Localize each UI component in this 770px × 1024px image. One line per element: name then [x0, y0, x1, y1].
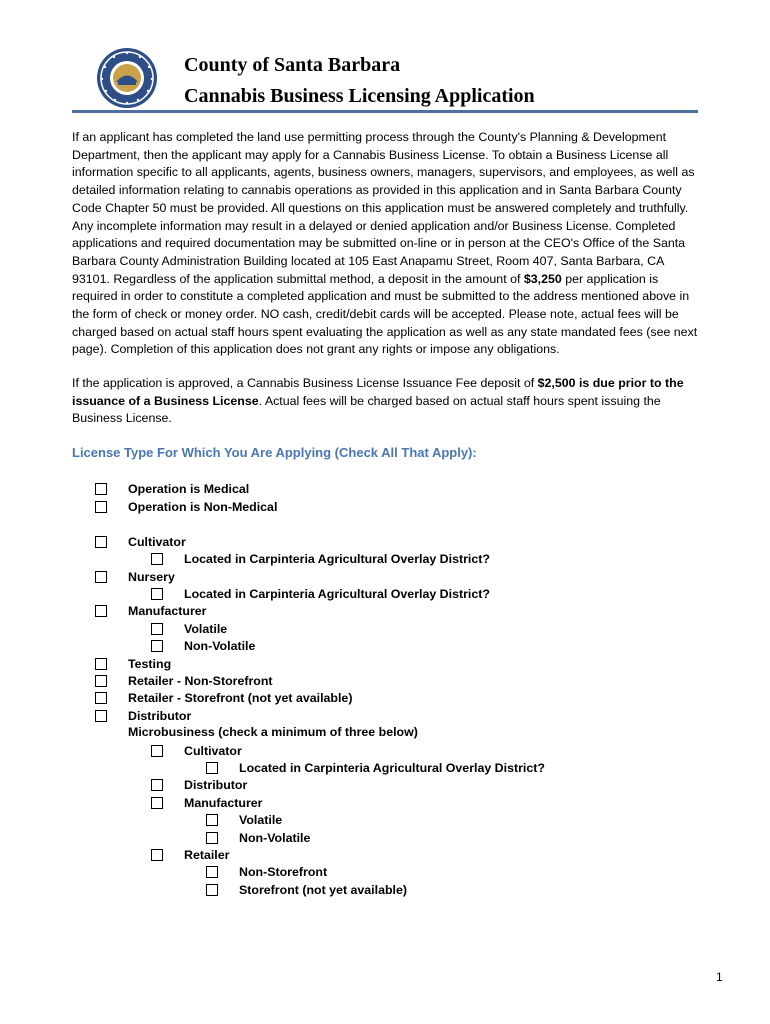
- checkbox-row-testing[interactable]: [95, 655, 171, 672]
- checkbox-row-manufacturer-non-volatile[interactable]: [151, 637, 255, 654]
- checkbox[interactable]: [151, 553, 163, 565]
- county-title: County of Santa Barbara: [184, 54, 401, 76]
- intro-text-part1: If an applicant has completed the land use permitting process through the County's Planning & Development Department, then the applicant may apply for a Cannabis Business License. To obtain a Business License all information specific to all applicants, agents, business owners, managers, supervisors, and employees, as well as detailed information relating to cannabis operations as provided in this application and in Santa Barbara County Code Chapter 50 must be provided. All questions on this application must be answered completely and truthfully. Any incomplete information may result in a delayed or denied application and/or Business License. Completed applications and required documentation may be submitted on-line or in person at the CEO's Office of the Santa Barbara County Administration Building located at 105 East Anapamu Street, Room 407, Santa Barbara, CA 93101. Regardless of the application submittal method, a deposit in the amount of: [72, 130, 695, 286]
- checkbox[interactable]: [95, 658, 107, 670]
- issuance-text-part1: If the application is approved, a Cannabis Business License Issuance Fee deposit of: [72, 376, 538, 390]
- checkbox[interactable]: [151, 745, 163, 757]
- checkbox[interactable]: [95, 605, 107, 617]
- checkbox-row-cultivator-carpinteria[interactable]: [151, 550, 490, 567]
- checkbox[interactable]: [95, 483, 107, 495]
- checkbox[interactable]: [95, 571, 107, 583]
- checkbox[interactable]: [151, 623, 163, 635]
- checkbox-row-distributor[interactable]: [95, 707, 191, 724]
- checkbox-label: Located in Carpinteria Agricultural Overlay District?: [184, 586, 490, 601]
- checkbox-label: Retailer - Storefront (not yet available): [128, 690, 353, 705]
- checkbox[interactable]: [151, 779, 163, 791]
- application-title: Cannabis Business Licensing Application: [184, 85, 535, 107]
- issuance-paragraph: [72, 375, 702, 428]
- checkbox-label: Cultivator: [184, 743, 242, 758]
- license-type-heading: License Type For Which You Are Applying (Check All That Apply):: [72, 445, 477, 460]
- checkbox-row-cultivator[interactable]: [95, 533, 186, 550]
- checkbox-label: Distributor: [184, 777, 248, 792]
- checkbox-label: Cultivator: [128, 534, 186, 549]
- issuance-fee-bold: $2,500 is due prior to the issuance of a Business License: [72, 376, 684, 408]
- checkbox[interactable]: [95, 675, 107, 687]
- checkbox-label: Operation is Medical: [128, 481, 250, 496]
- county-seal-graphic: [96, 47, 158, 109]
- checkbox-label: Storefront (not yet available): [239, 882, 407, 897]
- checkbox-label: Non-Volatile: [239, 830, 311, 845]
- checkbox[interactable]: [95, 692, 107, 704]
- checkbox-row-micro-manufacturer[interactable]: [151, 794, 263, 811]
- checkbox-label: Manufacturer: [184, 795, 263, 810]
- intro-paragraph: [72, 129, 702, 359]
- checkbox-label: Retailer: [184, 847, 230, 862]
- checkbox-row-non-medical[interactable]: [95, 498, 277, 515]
- checkbox-row-micro-storefront[interactable]: [206, 881, 407, 898]
- checkbox[interactable]: [151, 797, 163, 809]
- county-seal: [96, 47, 158, 109]
- checkbox[interactable]: [206, 884, 218, 896]
- checkbox-row-micro-retailer[interactable]: [151, 846, 229, 863]
- checkbox[interactable]: [95, 710, 107, 722]
- checkbox[interactable]: [95, 501, 107, 513]
- checkbox-row-nursery-carpinteria[interactable]: [151, 585, 490, 602]
- checkbox-row-manufacturer-volatile[interactable]: [151, 620, 227, 637]
- checkbox-row-retailer-storefront[interactable]: [95, 689, 352, 706]
- checkbox-row-micro-distributor[interactable]: [151, 776, 247, 793]
- checkbox-row-manufacturer[interactable]: [95, 602, 207, 619]
- microbusiness-label: Microbusiness (check a minimum of three below): [128, 725, 418, 739]
- checkbox-label: Distributor: [128, 708, 192, 723]
- checkbox-row-retailer-non-storefront[interactable]: [95, 672, 273, 689]
- checkbox[interactable]: [95, 536, 107, 548]
- checkbox[interactable]: [206, 866, 218, 878]
- checkbox-label: Operation is Non-Medical: [128, 499, 278, 514]
- checkbox[interactable]: [206, 762, 218, 774]
- issuance-text-part2: . Actual fees will be charged based on actual staff hours spent issuing the Business License.: [72, 393, 661, 426]
- checkbox-row-micro-non-volatile[interactable]: [206, 829, 310, 846]
- checkbox-label: Non-Storefront: [239, 864, 328, 879]
- page-number: 1: [716, 970, 723, 984]
- checkbox-row-nursery[interactable]: [95, 568, 175, 585]
- checkbox-label: Testing: [128, 656, 172, 671]
- checkbox-label: Manufacturer: [128, 603, 207, 618]
- checkbox-row-micro-volatile[interactable]: [206, 811, 282, 828]
- checkbox-label: Volatile: [184, 621, 228, 636]
- checkbox[interactable]: [151, 640, 163, 652]
- checkbox-label: Volatile: [239, 812, 283, 827]
- checkbox[interactable]: [151, 588, 163, 600]
- checkbox-row-micro-non-storefront[interactable]: [206, 863, 327, 880]
- checkbox-row-micro-cultivator-carpinteria[interactable]: [206, 759, 545, 776]
- deposit-amount: $3,250: [523, 271, 562, 286]
- checkbox[interactable]: [206, 832, 218, 844]
- checkbox-label: Located in Carpinteria Agricultural Overlay District?: [184, 551, 490, 566]
- checkbox-label: Non-Volatile: [184, 638, 256, 653]
- checkbox-row-medical[interactable]: [95, 480, 249, 497]
- checkbox[interactable]: [151, 849, 163, 861]
- checkbox[interactable]: [206, 814, 218, 826]
- checkbox-label: Retailer - Non-Storefront: [128, 673, 273, 688]
- checkbox-label: Nursery: [128, 569, 175, 584]
- checkbox-label: Located in Carpinteria Agricultural Overlay District?: [239, 760, 545, 775]
- intro-text-part2: per application is required in order to constitute a completed application and must be submitted to the address mentioned above in the form of check or money order. NO cash, credit/debit cards will be accepted. Please note, actual fees will be charged based on actual staff hours spent evaluating the application as well as any state mandated fees (see next page). Completion of this application does not grant any rights or impose any obligations.: [72, 271, 698, 357]
- checkbox-row-micro-cultivator[interactable]: [151, 742, 242, 759]
- header-rule: [72, 110, 698, 113]
